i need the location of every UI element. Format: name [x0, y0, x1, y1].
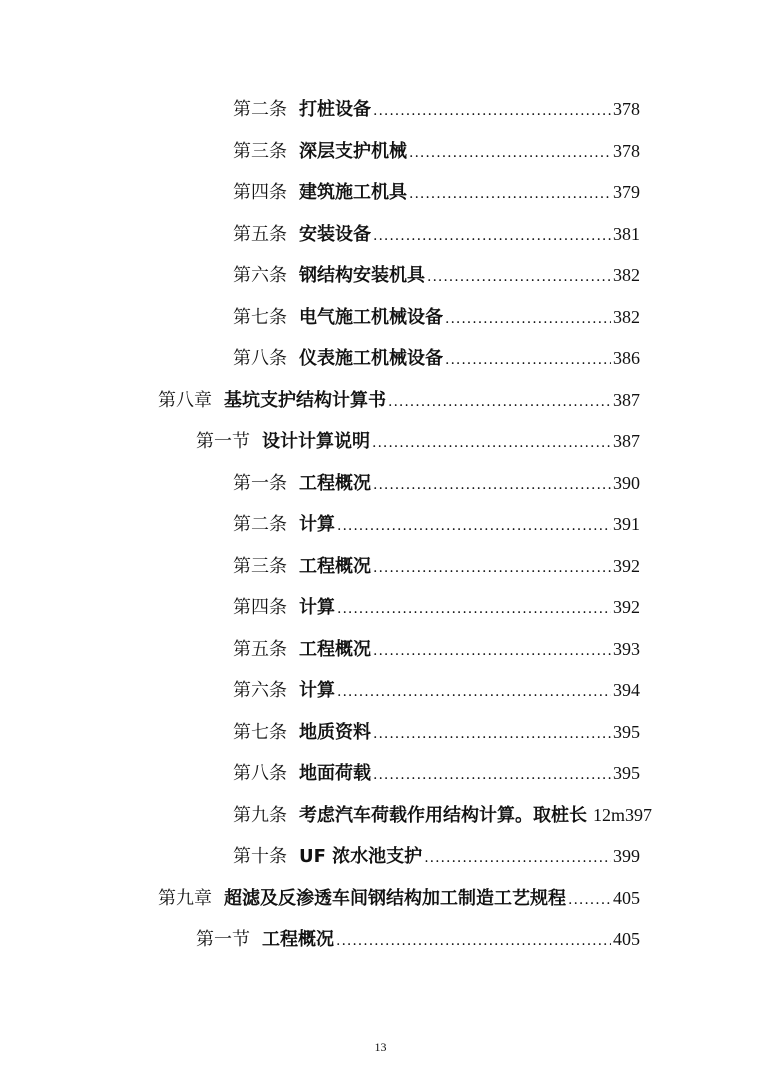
toc-entry — [233, 223, 640, 245]
dot-leader — [568, 889, 611, 911]
toc-chapter-entry — [158, 887, 640, 909]
toc-number: 第九章 — [158, 888, 212, 909]
toc-page: 12m397 — [593, 805, 653, 825]
toc-entry — [233, 845, 640, 867]
toc-title: 钢结构安装机具 — [299, 265, 425, 286]
dot-leader — [424, 847, 611, 869]
toc-title: 打桩设备 — [299, 99, 371, 120]
toc-title: 设计计算说明 — [262, 431, 370, 452]
toc-title: 仪表施工机械设备 — [299, 348, 443, 369]
toc-entry — [233, 98, 640, 120]
dot-leader — [337, 598, 611, 620]
dot-leader — [336, 930, 611, 952]
toc-page: 378 — [613, 99, 640, 119]
toc-number: 第四条 — [233, 182, 287, 203]
toc-number: 第二条 — [233, 99, 287, 120]
toc-page: 395 — [613, 763, 640, 783]
toc-entry — [233, 306, 640, 328]
toc-entry — [233, 181, 640, 203]
toc-number: 第四条 — [233, 597, 287, 618]
toc-number: 第一节 — [196, 929, 250, 950]
toc-title: 工程概况 — [262, 929, 334, 950]
toc-number: 第八条 — [233, 348, 287, 369]
toc-number: 第九条 — [233, 805, 287, 826]
dot-leader — [373, 225, 611, 247]
dot-leader — [373, 723, 611, 745]
toc-page: 381 — [613, 224, 640, 244]
dot-leader — [373, 557, 611, 579]
toc-title: 深层支护机械 — [299, 141, 407, 162]
toc-page: 399 — [613, 846, 640, 866]
toc-title: 电气施工机械设备 — [299, 307, 443, 328]
toc-section-entry — [196, 928, 640, 950]
toc-entry — [233, 804, 652, 827]
toc-title: 计算 — [299, 680, 335, 701]
toc-page: 394 — [613, 680, 640, 700]
toc-title: 工程概况 — [299, 556, 371, 577]
toc-page: 395 — [613, 722, 640, 742]
dot-leader — [372, 432, 611, 454]
dot-leader — [409, 142, 611, 164]
toc-page: 392 — [613, 556, 640, 576]
toc-title: 安装设备 — [299, 224, 371, 245]
dot-leader — [337, 681, 611, 703]
toc-page: 391 — [613, 514, 640, 534]
toc-title: 计算 — [299, 597, 335, 618]
toc-number: 第六条 — [233, 680, 287, 701]
toc-number: 第三条 — [233, 556, 287, 577]
dot-leader — [409, 183, 611, 205]
dot-leader — [373, 764, 611, 786]
toc-section-entry — [196, 430, 640, 452]
toc-title: 考虑汽车荷载作用结构计算。取桩长 — [299, 805, 587, 826]
toc-page: 382 — [613, 265, 640, 285]
toc-title: 地面荷载 — [299, 763, 371, 784]
toc-title: UF 浓水池支护 — [299, 846, 423, 867]
toc-page: 390 — [613, 473, 640, 493]
toc-entry — [233, 264, 640, 286]
toc-entry — [233, 638, 640, 660]
dot-leader — [388, 391, 611, 413]
toc-page: 405 — [613, 888, 640, 908]
toc-page: 392 — [613, 597, 640, 617]
dot-leader — [337, 515, 611, 537]
toc-number: 第八条 — [233, 763, 287, 784]
toc-page: 378 — [613, 141, 640, 161]
toc-entry — [233, 596, 640, 618]
toc-entry — [233, 555, 640, 577]
toc-entry — [233, 513, 640, 535]
toc-chapter-entry — [158, 389, 640, 411]
toc-number: 第七条 — [233, 307, 287, 328]
toc-number: 第一节 — [196, 431, 250, 452]
toc-title: 工程概况 — [299, 473, 371, 494]
toc-page: 393 — [613, 639, 640, 659]
dot-leader — [427, 266, 611, 288]
toc-number: 第七条 — [233, 722, 287, 743]
toc-entry — [233, 679, 640, 701]
toc-title: 地质资料 — [299, 722, 371, 743]
toc-title: 计算 — [299, 514, 335, 535]
dot-leader — [373, 640, 611, 662]
toc-number: 第五条 — [233, 224, 287, 245]
toc-number: 第三条 — [233, 141, 287, 162]
toc-number: 第十条 — [233, 846, 287, 867]
dot-leader — [445, 349, 611, 371]
toc-number: 第二条 — [233, 514, 287, 535]
toc-number: 第五条 — [233, 639, 287, 660]
toc-page: 387 — [613, 390, 640, 410]
toc-page: 405 — [613, 929, 640, 949]
toc-entry — [233, 347, 640, 369]
toc-number: 第一条 — [233, 473, 287, 494]
toc-entry — [233, 762, 640, 784]
toc-entry — [233, 472, 640, 494]
toc-page: 387 — [613, 431, 640, 451]
toc-number: 第六条 — [233, 265, 287, 286]
toc-number: 第八章 — [158, 390, 212, 411]
toc-page: 386 — [613, 348, 640, 368]
toc-title: 建筑施工机具 — [299, 182, 407, 203]
dot-leader — [445, 308, 611, 330]
toc-title: 超滤及反渗透车间钢结构加工制造工艺规程 — [224, 888, 566, 909]
toc-title: 工程概况 — [299, 639, 371, 660]
toc-title: 基坑支护结构计算书 — [224, 390, 386, 411]
dot-leader — [373, 474, 611, 496]
page-number: 13 — [374, 1040, 387, 1054]
toc-page: 379 — [613, 182, 640, 202]
toc-entry — [233, 721, 640, 743]
dot-leader — [373, 100, 611, 122]
toc-entry — [233, 140, 640, 162]
toc-page: 382 — [613, 307, 640, 327]
